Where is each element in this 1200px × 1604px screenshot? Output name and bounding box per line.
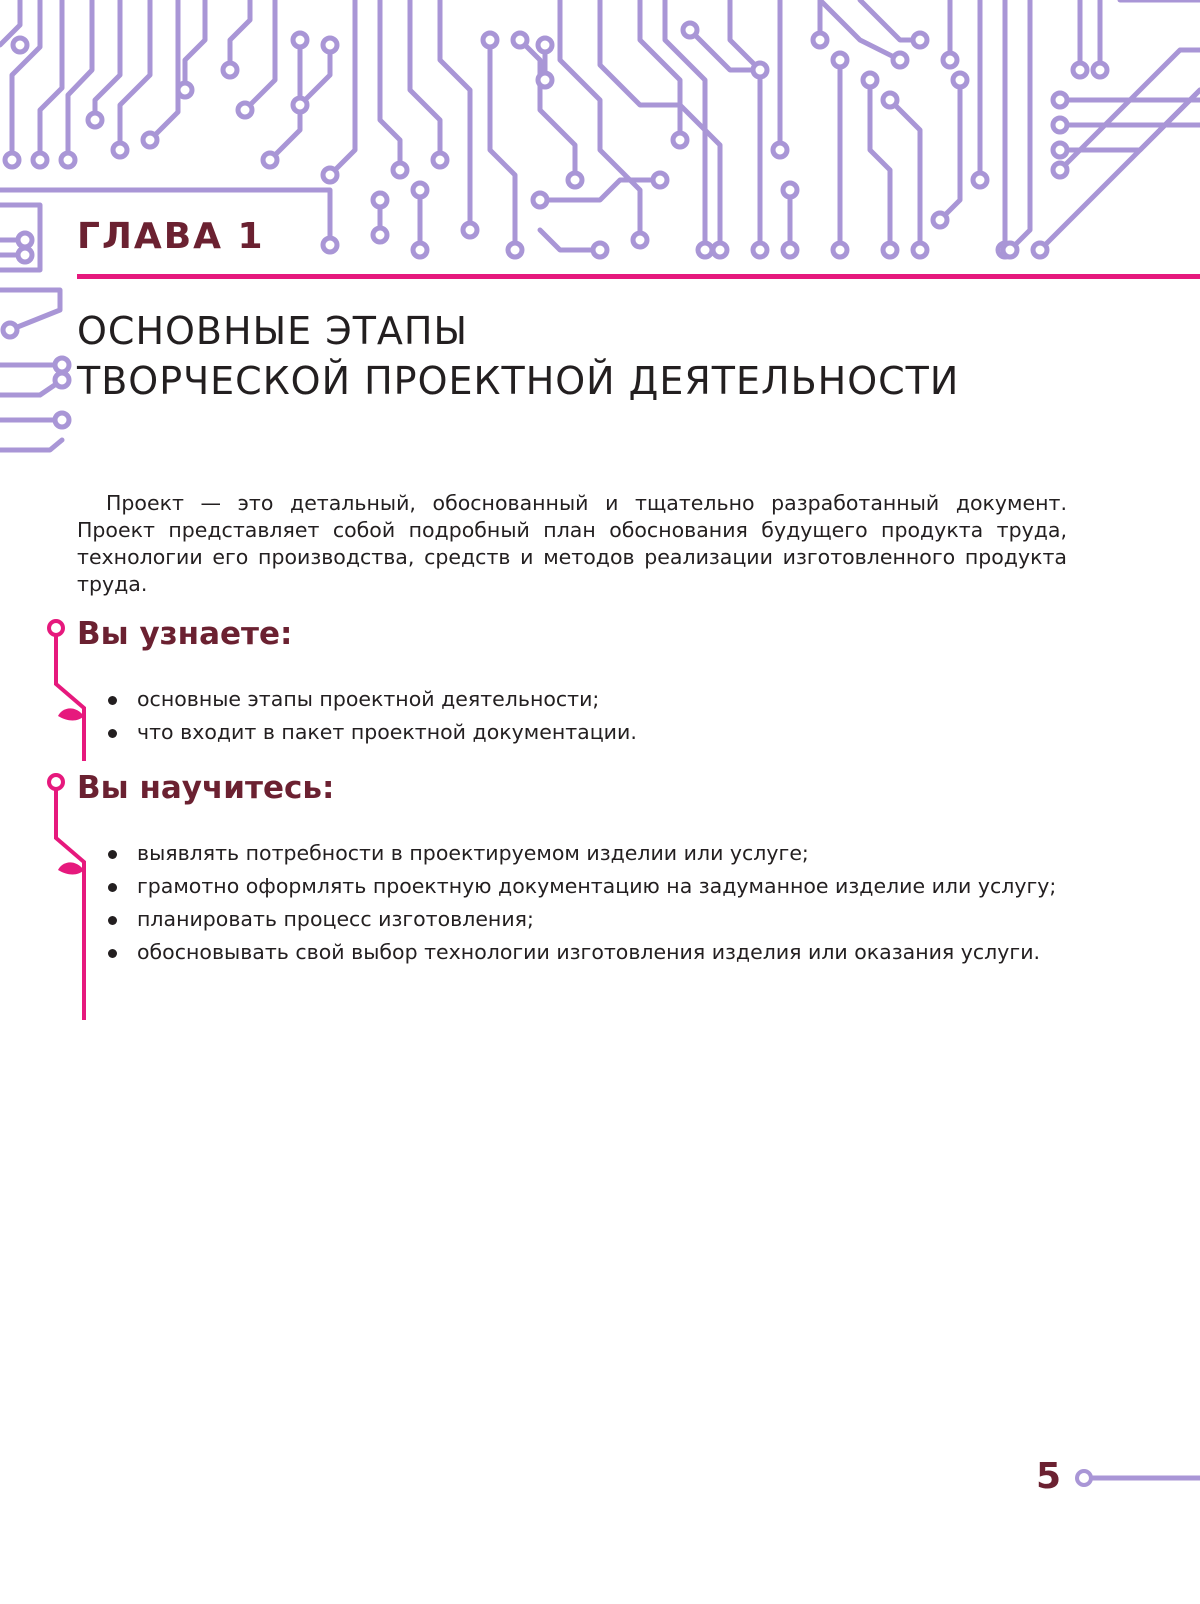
chapter-title-line-2: ТВОРЧЕСКОЙ ПРОЕКТНОЙ ДЕЯТЕЛЬНОСТИ — [77, 359, 960, 403]
list-item: планировать процесс изготовления; — [77, 906, 1067, 933]
list-item: основные этапы проектной деятельности; — [77, 686, 1067, 713]
skills-heading: Вы научитесь: — [77, 770, 335, 806]
list-item: выявлять потребности в проектируемом изделии или услуге; — [77, 840, 1067, 867]
skills-list — [77, 840, 1067, 966]
chapter-title — [77, 306, 959, 406]
list-item: что входит в пакет проектной документации. — [77, 719, 1067, 746]
intro-paragraph: Проект — это детальный, обоснованный и тщательно разработанный документ. Проект представляет собой подробный план обоснования будущего продукта труда, технологии его производства, средств и методов реализации изготовленного продукта труда. — [77, 491, 1067, 596]
page-number-circuit-icon — [1074, 1466, 1200, 1490]
learn-section — [77, 614, 1067, 752]
page-number: 5 — [1036, 1456, 1062, 1497]
skills-section — [77, 768, 1067, 972]
list-item: грамотно оформлять проектную документацию на задуманное изделие или услугу; — [77, 873, 1067, 900]
chapter-label: ГЛАВА 1 — [77, 214, 279, 260]
chapter-divider — [77, 274, 1200, 279]
learn-list — [77, 686, 1067, 746]
learn-heading: Вы узнаете: — [77, 616, 293, 652]
chapter-title-line-1: ОСНОВНЫЕ ЭТАПЫ — [77, 309, 469, 353]
list-item: обосновывать свой выбор технологии изготовления изделия или оказания услуги. — [77, 939, 1067, 966]
